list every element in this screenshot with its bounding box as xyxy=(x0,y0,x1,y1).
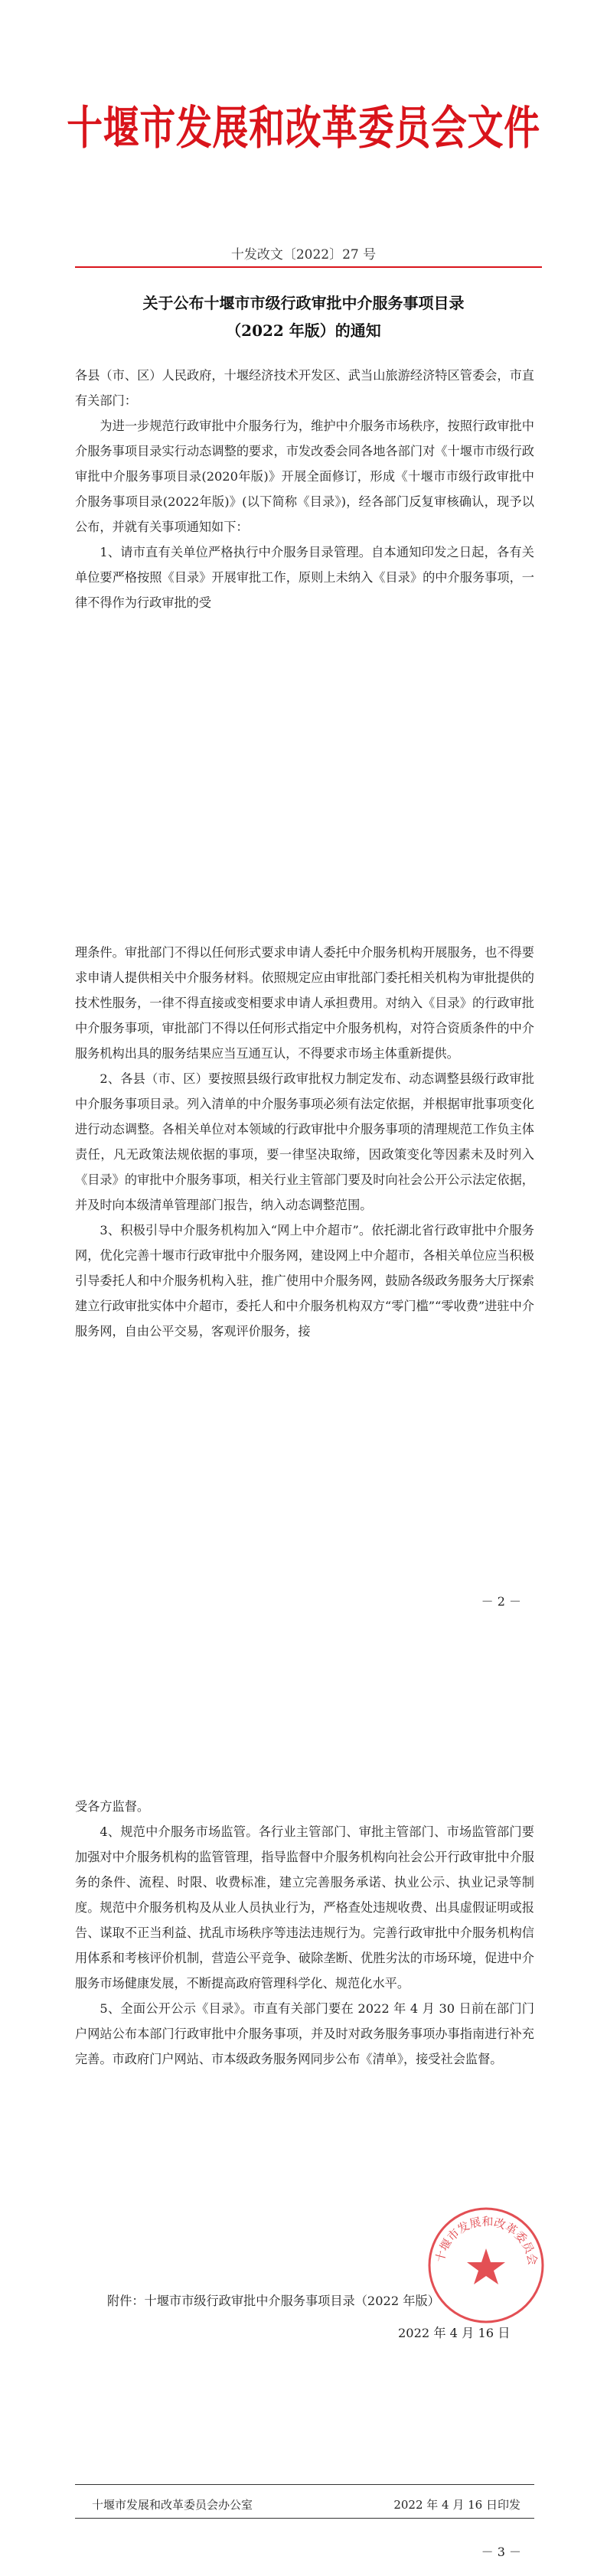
page-number-3: － 3 － xyxy=(481,2545,521,2559)
notice-title-line2: （2022 年版）的通知 xyxy=(226,321,381,340)
page-1 xyxy=(0,0,607,903)
red-divider xyxy=(75,266,542,268)
agency-title: 十堰市发展和改革委员会文件 xyxy=(67,102,540,155)
intro-paragraph: 为进一步规范行政审批中介服务行为，维护中介服务市场秩序，按照行政审批中介服务事项目录实行动态调整的要求，市发改委会同各地各部门对《十堰市市级行政审批中介服务事项目录(2020年版)》开展全面修订，形成《十堰市市级行政审批中介服务事项目录(2022年版)》(以下简称《目录》)，经各部门反复审核确认，现予以公布，并就有关事项通知如下： xyxy=(75,419,534,534)
footer-issuer: 十堰市发展和改革委员会办公室 xyxy=(92,2498,253,2512)
page-2 xyxy=(0,903,607,1760)
footer-print-date: 2022 年 4 月 16 日印发 xyxy=(393,2498,521,2512)
notice-title-line1: 关于公布十堰市市级行政审批中介服务事项目录 xyxy=(142,294,465,312)
page-number-2: － 2 － xyxy=(481,1594,521,1609)
addressee: 各县（市、区）人民政府，十堰经济技术开发区、武当山旅游经济特区管委会，市直有关部门： xyxy=(75,368,534,408)
page-3 xyxy=(0,1760,607,2576)
body-page3 xyxy=(75,1794,534,2072)
body-page1 xyxy=(75,363,534,615)
paragraph-1-start: 1、请市直有关单位严格执行中介服务目录管理。自本通知印发之日起，各有关单位要严格按照《目录》开展审批工作，原则上未纳入《目录》的中介服务事项，一律不得作为行政审批的受 xyxy=(75,545,534,610)
signature-date: 2022 年 4 月 16 日 xyxy=(398,2326,511,2340)
footer-top-rule xyxy=(75,2484,534,2485)
paragraph-3-end: 受各方监督。 xyxy=(75,1799,150,1814)
paragraph-2: 2、各县（市、区）要按照县级行政审批权力制定发布、动态调整县级行政审批中介服务事项目录。列入清单的中介服务事项必须有法定依据，并根据审批事项变化进行动态调整。各相关单位对本领域的行政审批中介服务事项的清理规范工作负主体责任，凡无政策法规依据的事项，要一律坚决取缔，因政策变化等因素未及时列入《目录》的审批中介服务事项，相关行业主管部门要及时向社会公开公示法定依据，并及时向本级清单管理部门报告，纳入动态调整范围。 xyxy=(75,1071,534,1212)
paragraph-1-end: 理条件。审批部门不得以任何形式要求申请人委托中介服务机构开展服务，也不得要求申请人提供相关中介服务材料。依照规定应由审批部门委托相关机构为审批提供的技术性服务，一律不得直接或变相要求申请人承担费用。对纳入《目录》的行政审批中介服务事项，审批部门不得以任何形式指定中介服务机构，对符合资质条件的中介服务机构出具的服务结果应当互通互认，不得要求市场主体重新提供。 xyxy=(75,945,534,1061)
footer-bottom-rule xyxy=(75,2518,534,2519)
notice-title xyxy=(0,289,607,344)
body-page2 xyxy=(75,940,534,1344)
seal-text: 十堰市发展和改革委员会 xyxy=(432,2214,540,2267)
paragraph-5: 5、全面公开公示《目录》。市直有关部门要在 2022 年 4 月 30 日前在部门门户网站公布本部门行政审批中介服务事项，并及时对政务服务事项办事指南进行补充完善。市政府门户网站、市本级政务服务网同步公布《清单》，接受社会监督。 xyxy=(75,2001,534,2066)
attachment-line: 附件：十堰市市级行政审批中介服务事项目录（2022 年版） xyxy=(107,2294,440,2308)
paragraph-3-start: 3、积极引导中介服务机构加入“网上中介超市”。依托湖北省行政审批中介服务网，优化完善十堰市行政审批中介服务网，建设网上中介超市，各相关单位应当积极引导委托人和中介服务机构入驻，推广使用中介服务网，鼓励各级政务服务大厅探索建立行政审批实体中介超市，委托人和中介服务机构双方“零门槛”“零收费”进驻中介服务网，自由公平交易，客观评价服务，接 xyxy=(75,1223,534,1339)
document-number: 十发改文〔2022〕27 号 xyxy=(230,247,377,262)
paragraph-4: 4、规范中介服务市场监管。各行业主管部门、审批主管部门、市场监管部门要加强对中介服务机构的监管管理，指导监督中介服务机构向社会公开行政审批中介服务的条件、流程、时限、收费标准，建立完善服务承诺、执业公示、执业记录等制度。规范中介服务机构及从业人员执业行为，严格查处违规收费、出具虚假证明或报告、谋取不正当利益、扰乱市场秩序等违法违规行为。完善行政审批中介服务机构信用体系和考核评价机制，营造公平竞争、破除垄断、优胜劣汰的市场环境，促进中介服务市场健康发展，不断提高政府管理科学化、规范化水平。 xyxy=(75,1824,534,1991)
